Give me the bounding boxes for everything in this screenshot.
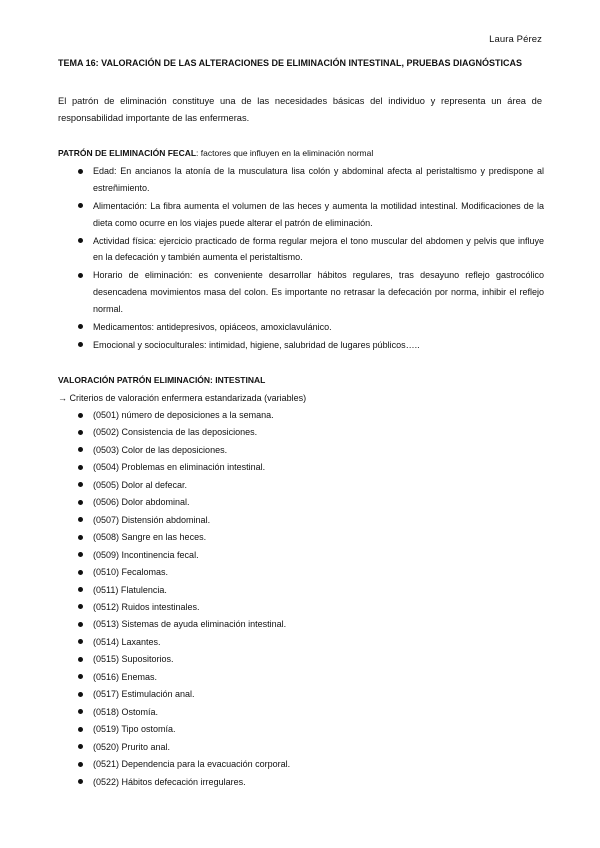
bullet-icon <box>78 169 83 174</box>
bullet-icon <box>78 587 83 592</box>
list-item: Medicamentos: antidepresivos, opiáceos, amoxiclavulánico. <box>58 319 544 336</box>
list-item: Alimentación: La fibra aumenta el volumen de las heces y aumenta la motilidad intestinal. Modificaciones de la dieta como ocurre en los viajes puede alterar el patrón de eliminación. <box>58 198 544 232</box>
list-item: (0519) Tipo ostomía. <box>58 721 544 738</box>
list-item: (0504) Problemas en eliminación intestinal. <box>58 459 544 476</box>
list-item: Edad: En ancianos la atonía de la musculatura lisa colón y abdominal afecta al peristaltismo y predispone al estreñimiento. <box>58 163 544 197</box>
list-item: Actividad física: ejercicio practicado de forma regular mejora el tono muscular del abdomen y pelvis que influye en la defecación y también aumenta el peristaltismo. <box>58 233 544 267</box>
bullet-icon <box>78 570 83 575</box>
bullet-icon <box>78 727 83 732</box>
bullet-icon <box>78 273 83 278</box>
author-name: Laura Pérez <box>489 34 542 45</box>
bullet-icon <box>78 517 83 522</box>
bullet-icon <box>78 657 83 662</box>
list-item: (0521) Dependencia para la evacuación corporal. <box>58 756 544 773</box>
bullet-icon <box>78 447 83 452</box>
section-heading-valoracion: VALORACIÓN PATRÓN ELIMINACIÓN: INTESTINAL <box>58 375 266 385</box>
bullet-icon <box>78 238 83 243</box>
bullet-icon <box>78 482 83 487</box>
factors-list <box>58 163 544 355</box>
list-item: (0515) Supositorios. <box>58 651 544 668</box>
bullet-icon <box>78 762 83 767</box>
bullet-icon <box>78 430 83 435</box>
bullet-icon <box>78 324 83 329</box>
list-item: (0520) Prurito anal. <box>58 739 544 756</box>
section-heading-fecal-bold: PATRÓN DE ELIMINACIÓN FECAL <box>58 148 197 158</box>
bullet-icon <box>78 604 83 609</box>
criteria-subheading: → Criterios de valoración enfermera estandarizada (variables) <box>58 393 307 403</box>
bullet-icon <box>78 674 83 679</box>
bullet-icon <box>78 622 83 627</box>
list-item: Emocional y socioculturales: intimidad, higiene, salubridad de lugares públicos….. <box>58 337 544 354</box>
list-item: (0510) Fecalomas. <box>58 564 544 581</box>
bullet-icon <box>78 692 83 697</box>
section-heading-fecal <box>58 148 373 158</box>
section-heading-fecal-rest: : factores que influyen en la eliminación normal <box>196 148 374 158</box>
bullet-icon <box>78 203 83 208</box>
list-item: (0511) Flatulencia. <box>58 582 544 599</box>
list-item: (0502) Consistencia de las deposiciones. <box>58 424 544 441</box>
bullet-icon <box>78 465 83 470</box>
list-item: (0507) Distensión abdominal. <box>58 512 544 529</box>
list-item: Horario de eliminación: es conveniente desarrollar hábitos regulares, tras desayuno reflejo gastrocólico desencadena movimientos masa del colon. Es importante no retrasar la defecación por norma, inhibir el reflejo normal. <box>58 267 544 317</box>
document-title: TEMA 16: VALORACIÓN DE LAS ALTERACIONES DE ELIMINACIÓN INTESTINAL, PRUEBAS DIAGNÓSTICAS <box>58 58 523 68</box>
bullet-icon <box>78 535 83 540</box>
intro-paragraph: El patrón de eliminación constituye una de las necesidades básicas del individuo y representa un área de responsabilidad importante de las enfermeras. <box>58 96 542 123</box>
list-item: (0506) Dolor abdominal. <box>58 494 544 511</box>
list-item: (0518) Ostomía. <box>58 704 544 721</box>
list-item: (0509) Incontinencia fecal. <box>58 547 544 564</box>
bullet-icon <box>78 744 83 749</box>
list-item: (0513) Sistemas de ayuda eliminación intestinal. <box>58 616 544 633</box>
list-item: (0517) Estimulación anal. <box>58 686 544 703</box>
list-item: (0512) Ruidos intestinales. <box>58 599 544 616</box>
bullet-icon <box>78 709 83 714</box>
bullet-icon <box>78 779 83 784</box>
list-item: (0516) Enemas. <box>58 669 544 686</box>
list-item: (0501) número de deposiciones a la semana. <box>58 407 544 424</box>
list-item: (0503) Color de las deposiciones. <box>58 442 544 459</box>
list-item: (0505) Dolor al defecar. <box>58 477 544 494</box>
bullet-icon <box>78 552 83 557</box>
list-item: (0514) Laxantes. <box>58 634 544 651</box>
bullet-icon <box>78 413 83 418</box>
list-item: (0522) Hábitos defecación irregulares. <box>58 774 544 791</box>
list-item: (0508) Sangre en las heces. <box>58 529 544 546</box>
criteria-list <box>58 407 544 791</box>
bullet-icon <box>78 342 83 347</box>
bullet-icon <box>78 639 83 644</box>
bullet-icon <box>78 500 83 505</box>
